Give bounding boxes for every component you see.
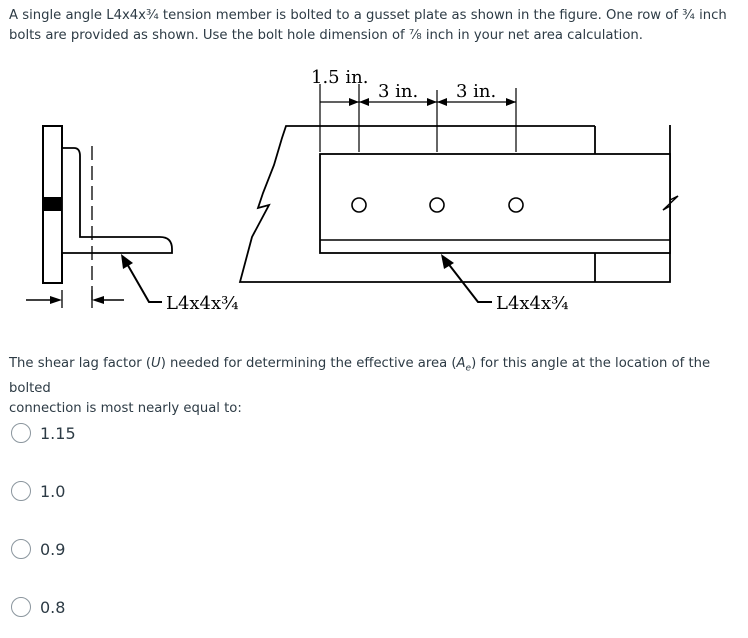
angle-plan — [320, 154, 670, 253]
section-label-right: L4x4x¾ — [496, 293, 569, 314]
answer-option-3[interactable] — [11, 537, 65, 561]
question-prompt — [9, 354, 739, 419]
question-intro — [9, 6, 739, 46]
answer-option-4[interactable] — [11, 595, 65, 619]
connection-figure — [0, 60, 748, 320]
dim-edge-label: 1.5 in. — [311, 67, 369, 88]
angle-section — [62, 148, 172, 253]
section-label-left: L4x4x¾ — [166, 293, 239, 314]
answer-option-1[interactable] — [11, 421, 76, 445]
answer-option-label: 1.0 — [40, 481, 66, 501]
answer-option-label: 0.8 — [40, 597, 66, 617]
answer-option-label: 1.15 — [40, 423, 76, 443]
dim-spacing-2-label: 3 in. — [456, 81, 497, 102]
prompt-line-1: The shear lag factor (U) needed for determining the effective area $(A_e)$ for this angle at the location of the bolted — [9, 356, 711, 396]
dim-spacing-1-label: 3 in. — [378, 81, 419, 102]
radio-button[interactable] — [11, 423, 31, 443]
intro-line-1: A single angle L4x4x¾ tension member is bolted to a gusset plate as shown in the figure. One row of ¾ inch — [9, 8, 727, 23]
radio-button[interactable] — [11, 539, 31, 559]
bolt-band — [43, 197, 62, 211]
leader-left — [126, 262, 162, 302]
intro-line-2: bolts are provided as shown. Use the bolt hole dimension of ⅞ inch in your net area calculation. — [9, 28, 643, 43]
answer-option-2[interactable] — [11, 479, 65, 503]
radio-button[interactable] — [11, 481, 31, 501]
answer-option-label: 0.9 — [40, 539, 66, 559]
prompt-line-2: connection is most nearly equal to: — [9, 400, 242, 416]
radio-button[interactable] — [11, 597, 31, 617]
